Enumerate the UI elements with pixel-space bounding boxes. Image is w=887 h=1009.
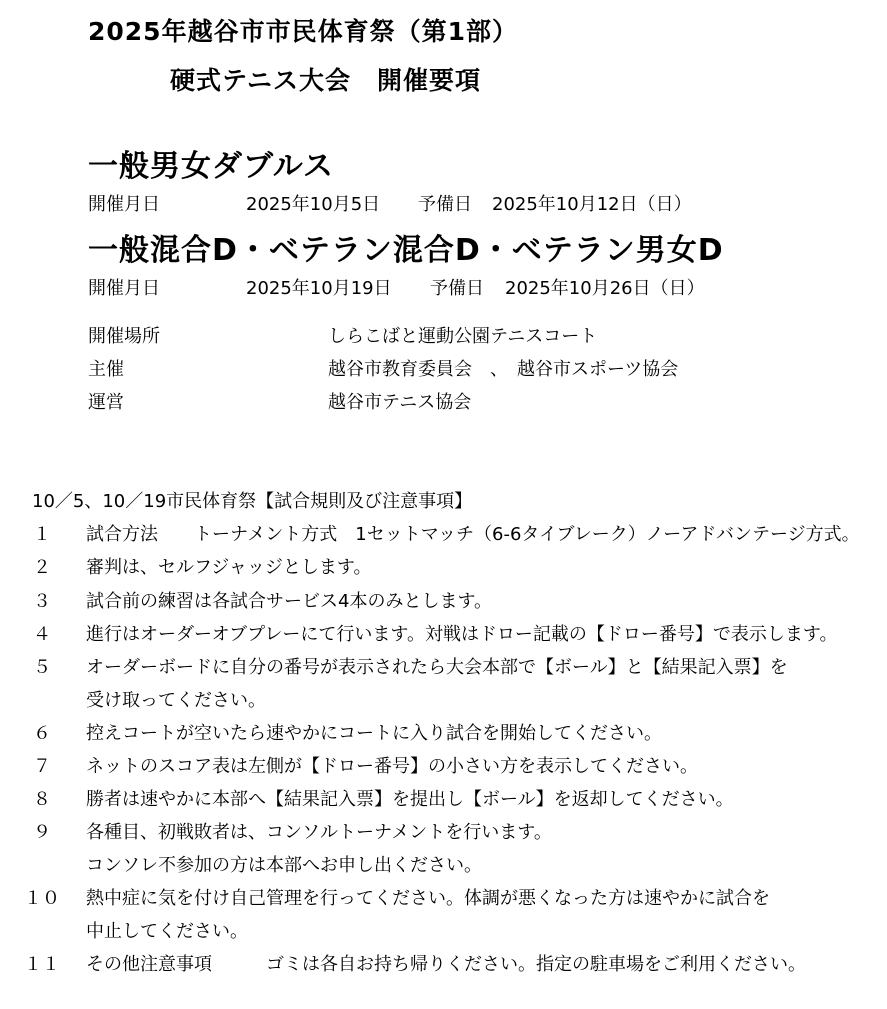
event-1-date-value: 2025年10月5日: [246, 194, 381, 215]
rule-text: 熱中症に気を付け自己管理を行ってください。体調が悪くなった方は速やかに試合を: [86, 888, 770, 909]
rule-number: ３: [33, 591, 51, 612]
event-1-date-label: 開催月日: [88, 194, 160, 215]
rule-text: 控えコートが空いたら速やかにコートに入り試合を開始してください。: [86, 723, 662, 744]
title-line-2: 硬式テニス大会 開催要項: [170, 66, 482, 95]
rule-number: １: [33, 524, 51, 545]
operator-label: 運営: [88, 392, 124, 413]
operator-value: 越谷市テニス協会: [328, 392, 472, 413]
organizer-label: 主催: [88, 359, 124, 380]
rule-number: ４: [33, 624, 51, 645]
rule-number: ７: [33, 756, 51, 777]
rule-text-continuation: 受け取ってください。: [86, 690, 266, 711]
event-1-heading: 一般男女ダブルス: [88, 149, 334, 184]
rule-number: ６: [33, 723, 51, 744]
rule-text: 試合方法 トーナメント方式 1セットマッチ（6-6タイブレーク）ノーアドバンテージ方式。: [86, 524, 860, 545]
rule-text: その他注意事項 ゴミは各自お持ち帰りください。指定の駐車場をご利用ください。: [86, 954, 806, 975]
event-1-reserve-value: 2025年10月12日（日）: [492, 194, 692, 215]
rule-number: ９: [33, 822, 51, 843]
organizer-value: 越谷市教育委員会 、 越谷市スポーツ協会: [328, 359, 679, 380]
rules-heading: 10／5、10／19市民体育祭【試合規則及び注意事項】: [32, 491, 473, 512]
rule-text: 各種目、初戦敗者は、コンソルトーナメントを行います。: [86, 822, 552, 843]
title-line-1: 2025年越谷市市民体育祭（第1部）: [88, 17, 518, 46]
event-2-heading: 一般混合D・ベテラン混合D・ベテラン男女D: [88, 233, 724, 268]
venue-label: 開催場所: [88, 326, 160, 347]
rule-number: ５: [33, 657, 51, 678]
venue-value: しらこばと運動公園テニスコート: [328, 326, 598, 347]
rule-text: ネットのスコア表は左側が【ドロー番号】の小さい方を表示してください。: [86, 756, 698, 777]
rule-text: 進行はオーダーオブプレーにて行います。対戦はドロー記載の【ドロー番号】で表示します。: [86, 624, 838, 645]
rule-number: ２: [33, 557, 51, 578]
rule-number: ８: [33, 789, 51, 810]
event-1-reserve-label: 予備日: [418, 194, 472, 215]
event-2-reserve-value: 2025年10月26日（日）: [505, 278, 705, 299]
rule-text-continuation: コンソレ不参加の方は本部へお申し出ください。: [86, 855, 482, 876]
rule-text: 審判は、セルフジャッジとします。: [86, 557, 372, 578]
event-2-date-value: 2025年10月19日: [246, 278, 392, 299]
rule-text: 勝者は速やかに本部へ【結果記入票】を提出し【ボール】を返却してください。: [86, 789, 734, 810]
rule-number: １０: [24, 888, 60, 909]
rule-text-continuation: 中止してください。: [86, 921, 248, 942]
rule-text: オーダーボードに自分の番号が表示されたら大会本部で【ボール】と【結果記入票】を: [86, 657, 788, 678]
event-2-date-label: 開催月日: [88, 278, 160, 299]
rule-number: １１: [24, 954, 60, 975]
rule-text: 試合前の練習は各試合サービス4本のみとします。: [86, 591, 493, 612]
event-2-reserve-label: 予備日: [430, 278, 484, 299]
